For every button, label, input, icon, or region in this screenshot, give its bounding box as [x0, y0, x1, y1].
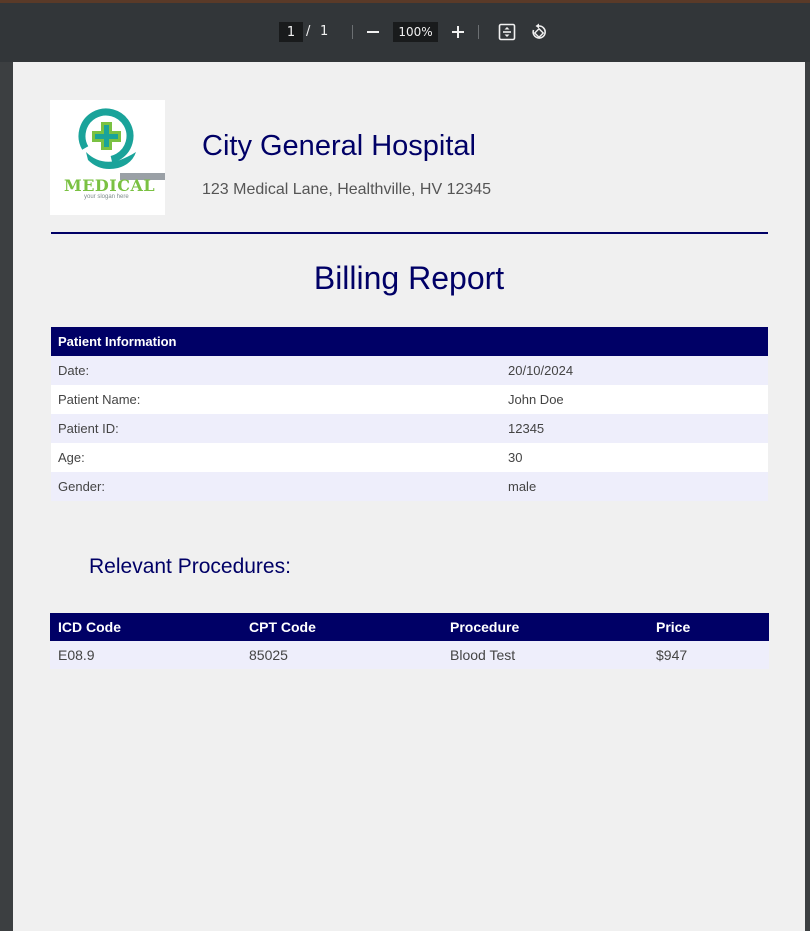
pdf-toolbar — [0, 3, 810, 62]
table-header-row — [51, 327, 768, 356]
minus-icon — [366, 25, 380, 39]
patient-information-table — [51, 327, 768, 501]
table-header-row — [50, 613, 769, 641]
patient-information-header: Patient Information — [51, 327, 768, 356]
toolbar-divider — [352, 25, 353, 39]
report-title: Billing Report — [313, 260, 505, 296]
cpt-code-cell: 85025 — [241, 641, 442, 669]
table-row — [51, 385, 768, 414]
row-value: 30 — [501, 443, 768, 472]
procedures-section-title: Relevant Procedures: — [89, 555, 291, 578]
row-label: Patient ID: — [51, 414, 501, 443]
toolbar-divider — [478, 25, 479, 39]
page-number-input[interactable] — [279, 22, 303, 42]
viewer-scrollbar-track[interactable] — [805, 62, 810, 931]
logo-wordmark: MEDICAL — [64, 176, 156, 195]
row-label: Gender: — [51, 472, 501, 501]
row-label: Patient Name: — [51, 385, 501, 414]
price-cell: $947 — [648, 641, 769, 669]
table-row — [50, 641, 769, 669]
fit-page-icon — [498, 23, 516, 41]
total-pages: 1 — [320, 24, 329, 39]
row-label: Age: — [51, 443, 501, 472]
rotate-icon — [530, 23, 548, 41]
icd-code-cell: E08.9 — [50, 641, 241, 669]
row-value: 12345 — [501, 414, 768, 443]
fit-to-page-button[interactable] — [496, 21, 518, 43]
hospital-address: 123 Medical Lane, Healthville, HV 12345 — [202, 181, 492, 198]
procedures-table — [50, 613, 769, 669]
table-row — [51, 356, 768, 385]
column-header-icd-code: ICD Code — [50, 613, 241, 641]
zoom-level-input[interactable]: 100% — [393, 22, 438, 42]
column-header-price: Price — [648, 613, 769, 641]
page-separator: / — [306, 24, 311, 39]
column-header-procedure: Procedure — [442, 613, 648, 641]
logo-slogan: your slogan here — [84, 194, 129, 200]
hospital-logo — [50, 100, 165, 215]
plus-icon — [451, 25, 465, 39]
column-header-cpt-code: CPT Code — [241, 613, 442, 641]
row-label: Date: — [51, 356, 501, 385]
table-row — [51, 472, 768, 501]
procedure-cell: Blood Test — [442, 641, 648, 669]
hospital-name: City General Hospital — [202, 130, 476, 162]
viewer-gutter — [0, 62, 13, 931]
header-divider — [51, 232, 768, 234]
zoom-out-button[interactable] — [362, 21, 384, 43]
pdf-page — [13, 62, 805, 931]
table-row — [51, 414, 768, 443]
rotate-button[interactable] — [528, 21, 550, 43]
row-value: 20/10/2024 — [501, 356, 768, 385]
row-value: male — [501, 472, 768, 501]
row-value: John Doe — [501, 385, 768, 414]
zoom-in-button[interactable] — [447, 21, 469, 43]
table-row — [51, 443, 768, 472]
